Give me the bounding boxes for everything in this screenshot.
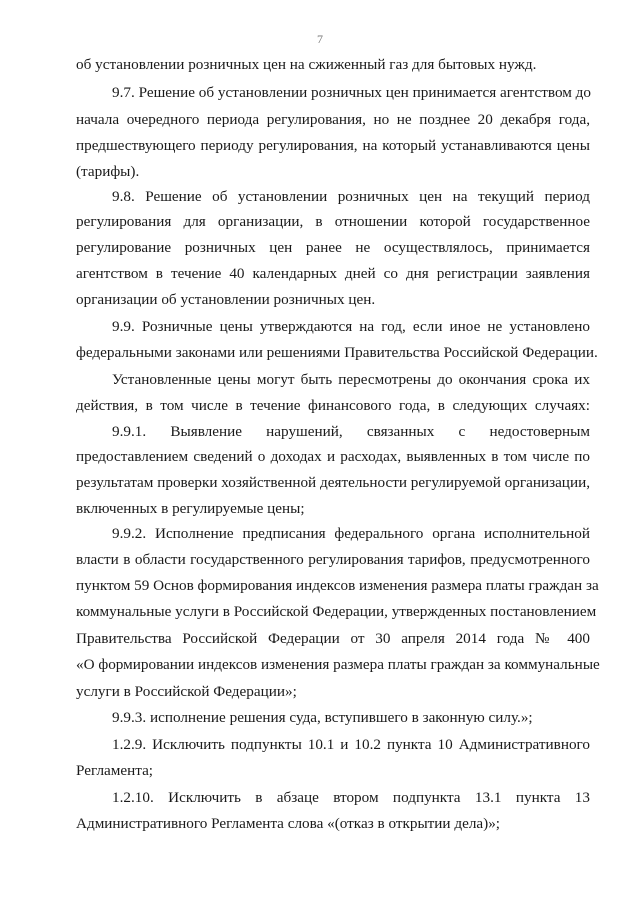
page-number: 7: [317, 32, 323, 46]
text-line: Правительства Российской Федерации от 30 апреля 2014 года № 400: [76, 630, 590, 647]
text-line: 1.2.9. Исключить подпункты 10.1 и 10.2 пункта 10 Административного: [112, 736, 590, 753]
text-line: пунктом 59 Основ формирования индексов изменения размера платы граждан за: [76, 577, 599, 594]
text-line: 9.9.3. исполнение решения суда, вступившего в законную силу.»;: [112, 709, 533, 726]
text-line: 1.2.10. Исключить в абзаце втором подпункта 13.1 пункта 13: [112, 789, 590, 806]
text-line: предшествующего периоду регулирования, на который устанавливаются цены: [76, 137, 590, 154]
text-line: Установленные цены могут быть пересмотрены до окончания срока их: [112, 371, 590, 388]
text-line: 9.8. Решение об установлении розничных цен на текущий период: [112, 188, 590, 205]
text-line: начала очередного периода регулирования, но не позднее 20 декабря года,: [76, 111, 590, 128]
text-line: Административного Регламента слова «(отказ в открытии дела)»;: [76, 815, 501, 832]
text-line: результатам проверки хозяйственной деятельности регулируемой организации,: [76, 474, 590, 491]
text-line: федеральными законами или решениями Правительства Российской Федерации.: [76, 344, 598, 361]
text-line: агентством в течение 40 календарных дней со дня регистрации заявления: [76, 265, 590, 282]
text-line: регулирование розничных цен ранее не осуществлялось, принимается: [76, 239, 590, 256]
text-line: коммунальные услуги в Российской Федерации, утвержденных постановлением: [76, 603, 597, 620]
text-line: организации об установлении розничных цен.: [76, 291, 376, 308]
text-line: 9.7. Решение об установлении розничных цен принимается агентством до: [112, 84, 591, 101]
text-line: включенных в регулируемые цены;: [76, 500, 305, 517]
text-line: (тарифы).: [76, 163, 140, 180]
text-line: об установлении розничных цен на сжиженный газ для бытовых нужд.: [76, 56, 537, 73]
text-line: регулирования для организации, в отношении которой государственное: [76, 213, 590, 230]
text-line: 9.9.2. Исполнение предписания федерального органа исполнительной: [112, 525, 590, 542]
text-line: «О формировании индексов изменения размера платы граждан за коммунальные: [76, 656, 600, 673]
text-line: действия, в том числе в течение финансового года, в следующих случаях:: [76, 397, 590, 414]
text-line: услуги в Российской Федерации»;: [76, 683, 297, 700]
text-line: власти в области государственного регулирования тарифов, предусмотренного: [76, 551, 590, 568]
text-line: 9.9. Розничные цены утверждаются на год, если иное не установлено: [112, 318, 590, 335]
text-line: предоставлением сведений о доходах и расходах, выявленных в том числе по: [76, 448, 590, 465]
text-line: Регламента;: [76, 762, 154, 779]
text-line: 9.9.1. Выявление нарушений, связанных с недостоверным: [112, 423, 590, 440]
